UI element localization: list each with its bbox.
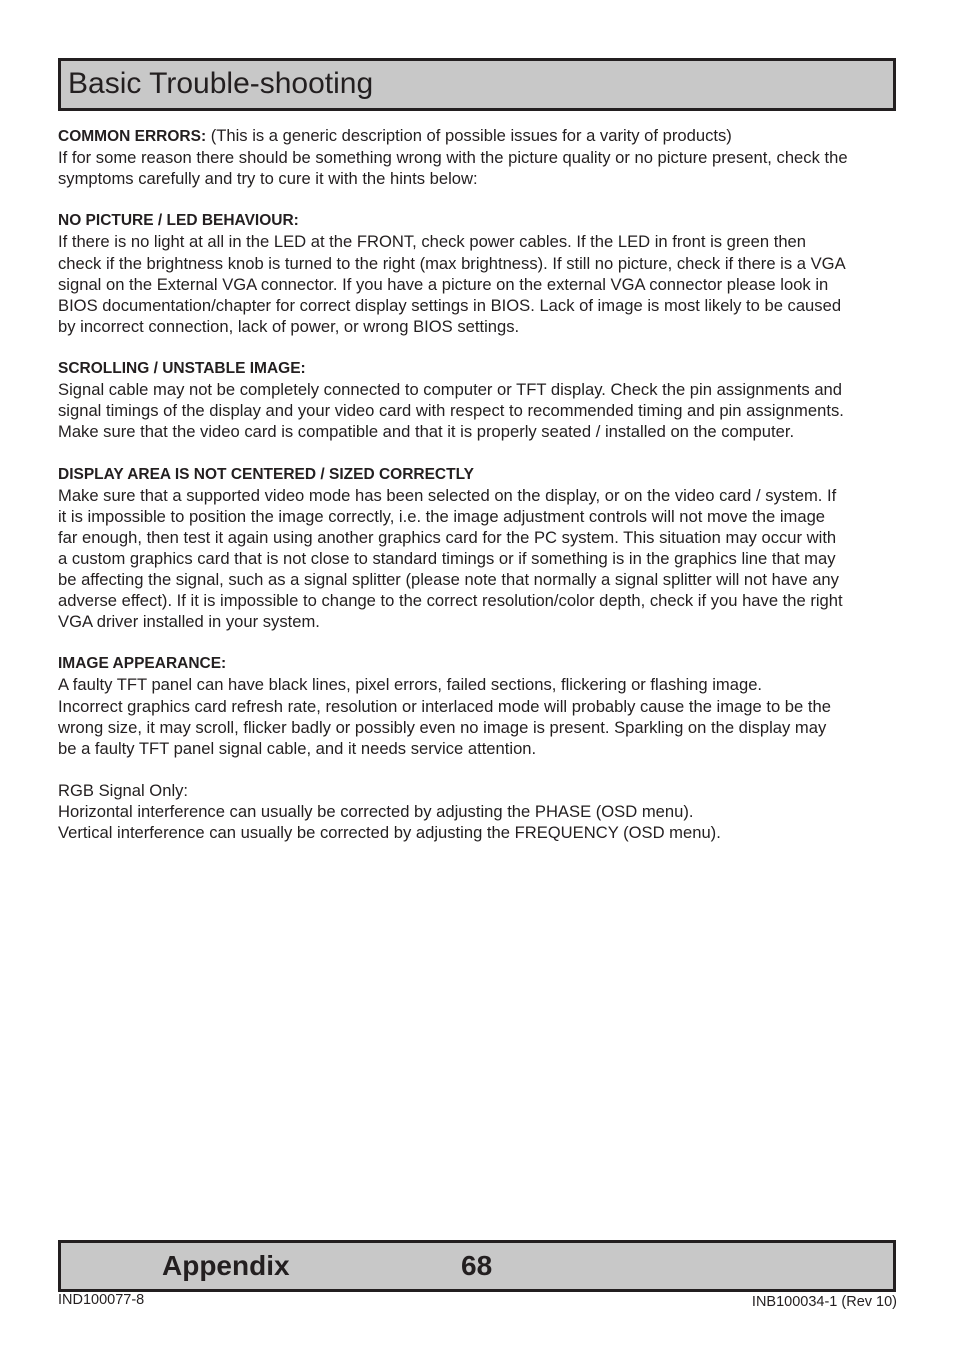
paragraph-line: If for some reason there should be something wrong with the picture quality or no picture present, check the [58,148,848,168]
section-common-errors [58,125,900,189]
paragraph-line: signal timings of the display and your video card with respect to recommended timing and pin assignments. [58,401,844,421]
paragraph-line: be a faulty TFT panel signal cable, and it needs service attention. [58,738,537,758]
paragraph-line: far enough, then test it again using another graphics card for the PC system. This situation may occur with [58,527,837,547]
paragraph-line: it is impossible to position the image correctly, i.e. the image adjustment controls will not move the image [58,506,826,526]
footer-section-label: Appendix [162,1250,290,1281]
document-code-right: INB100034-1 (Rev 10) [751,1294,897,1310]
common-errors-note: (This is a generic description of possible issues for a varity of products) [206,126,732,145]
page-content [58,125,900,864]
common-errors-intro [58,125,900,147]
page-title: Basic Trouble-shooting [68,67,374,100]
section-heading: DISPLAY AREA IS NOT CENTERED / SIZED CORRECTLY [58,465,474,483]
paragraph-line: If there is no light at all in the LED at the FRONT, check power cables. If the LED in front is green then [58,232,807,252]
paragraph-line: Incorrect graphics card refresh rate, resolution or interlaced mode will probably cause the image to be the [58,696,831,716]
paragraph-line: by incorrect connection, lack of power, or wrong BIOS settings. [58,316,520,336]
paragraph-line: be affecting the signal, such as a signal splitter (please note that normally a signal splitter will not have any [58,569,839,589]
page-title-bar [58,58,896,111]
paragraph-line: check if the brightness knob is turned to the right (max brightness). If still no picture, check if there is a VGA [58,253,846,273]
paragraph-line: Horizontal interference can usually be corrected by adjusting the PHASE (OSD menu). [58,802,694,821]
paragraph-line: adverse effect). If it is impossible to change to the correct resolution/color depth, check if you have the right [58,591,843,611]
section-heading: IMAGE APPEARANCE: [58,655,227,673]
paragraph-line: a custom graphics card that is not close to standard timings or if something is in the graphics line that may [58,548,836,568]
footer-bar [58,1240,896,1292]
section-no-picture [58,210,900,337]
section-image-appearance [58,653,900,758]
paragraph-line: RGB Signal Only: [58,780,189,800]
section-heading: NO PICTURE / LED BEHAVIOUR: [58,212,299,230]
paragraph-line: VGA driver installed in your system. [58,612,320,632]
page-number: 68 [461,1250,493,1281]
paragraph-line: Make sure that the video card is compatible and that it is properly seated / installed on the computer. [58,422,795,442]
paragraph-line: Make sure that a supported video mode has been selected on the display, or on the video card / system. If [58,485,837,505]
document-code-left: IND100077-8 [58,1292,145,1308]
paragraph-line: Vertical interference can usually be corrected by adjusting the FREQUENCY (OSD menu). [58,823,721,843]
paragraph-line: Signal cable may not be completely connected to computer or TFT display. Check the pin assignments and [58,380,843,400]
paragraph-line: symptoms carefully and try to cure it with the hints below: [58,169,478,189]
paragraph-line: A faulty TFT panel can have black lines, pixel errors, failed sections, flickering or flashing image. [58,675,763,695]
section-heading: SCROLLING / UNSTABLE IMAGE: [58,360,306,378]
section-scrolling [58,358,900,442]
section-display-area [58,464,900,633]
common-errors-label: COMMON ERRORS: [58,128,207,145]
section-rgb-signal [58,780,900,843]
paragraph-line: BIOS documentation/chapter for correct display settings in BIOS. Lack of image is most likely to be caused [58,295,842,315]
paragraph-line: wrong size, it may scroll, flicker badly or possibly even no image is present. Sparkling on the display may [58,717,827,737]
paragraph-line: signal on the External VGA connector. If you have a picture on the external VGA connector please look in [58,274,829,294]
